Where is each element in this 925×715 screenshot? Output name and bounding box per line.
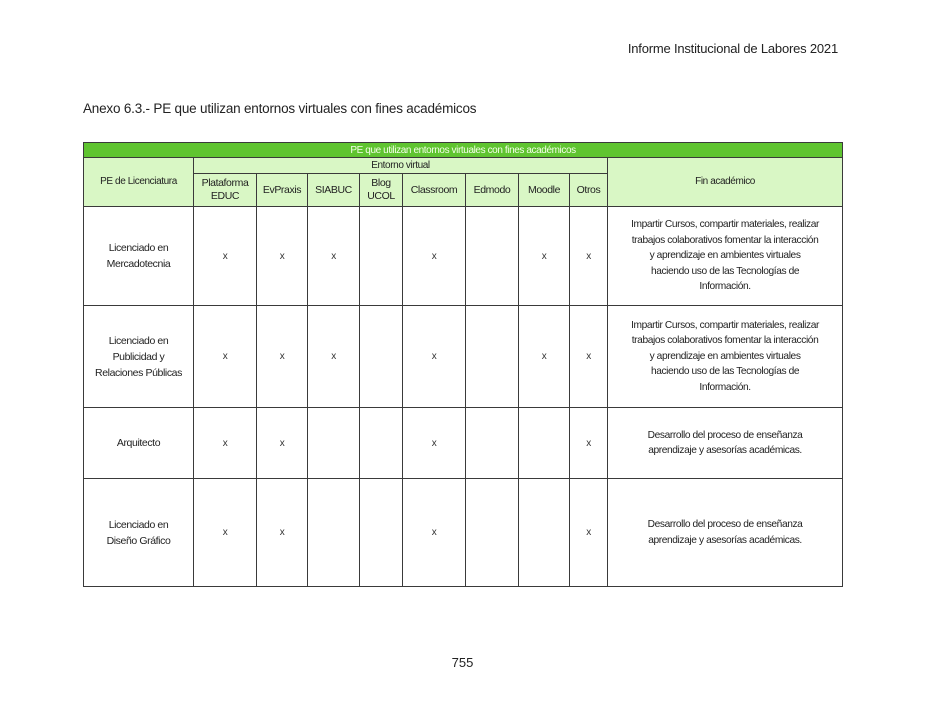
table-row (84, 306, 843, 408)
fin-academico-cell: Impartir Cursos, compartir materiales, realizar trabajos colaborativos fomentar la interacción y aprendizaje en ambientes virtuales haciendo uso de las Tecnologías de Información. (608, 306, 843, 408)
mark-cell: x (570, 207, 608, 306)
mark-cell: x (403, 408, 466, 479)
mark-cell (360, 207, 403, 306)
mark-cell: x (403, 306, 466, 408)
mark-cell (519, 408, 570, 479)
mark-cell (466, 408, 519, 479)
mark-cell: x (403, 479, 466, 587)
entorno-virtual-header: Entorno virtual (194, 158, 608, 174)
col-header-edmodo: Edmodo (466, 174, 519, 207)
fin-academico-header: Fin académico (608, 158, 843, 207)
fin-academico-cell: Desarrollo del proceso de enseñanza aprendizaje y asesorías académicas. (608, 408, 843, 479)
report-header-title: Informe Institucional de Labores 2021 (627, 41, 838, 56)
mark-cell: x (519, 306, 570, 408)
pe-column-header: PE de Licenciatura (84, 158, 194, 207)
fin-academico-cell: Desarrollo del proceso de enseñanza aprendizaje y asesorías académicas. (608, 479, 843, 587)
mark-cell: x (570, 479, 608, 587)
mark-cell (308, 479, 360, 587)
pe-name-cell: Arquitecto (84, 408, 194, 479)
mark-cell (466, 207, 519, 306)
mark-cell (360, 479, 403, 587)
mark-cell (466, 306, 519, 408)
table-row (84, 207, 843, 306)
fin-academico-cell: Impartir Cursos, compartir materiales, realizar trabajos colaborativos fomentar la interacción y aprendizaje en ambientes virtuales haciendo uso de las Tecnologías de Información. (608, 207, 843, 306)
mark-cell (360, 306, 403, 408)
pe-name-cell: Licenciado en Publicidad y Relaciones Públicas (84, 306, 194, 408)
mark-cell: x (570, 306, 608, 408)
mark-cell: x (403, 207, 466, 306)
annex-title: Anexo 6.3.- PE que utilizan entornos virtuales con fines académicos (83, 101, 477, 116)
mark-cell: x (308, 207, 360, 306)
virtual-environments-table (83, 142, 843, 587)
table-row (84, 408, 843, 479)
mark-cell: x (519, 207, 570, 306)
page-number: 755 (451, 655, 474, 670)
col-header-evpraxis: EvPraxis (257, 174, 308, 207)
mark-cell (519, 479, 570, 587)
col-header-plataforma-educ: Plataforma EDUC (194, 174, 257, 207)
mark-cell: x (257, 306, 308, 408)
mark-cell (308, 408, 360, 479)
mark-cell (466, 479, 519, 587)
mark-cell: x (194, 207, 257, 306)
pe-name-cell: Licenciado en Mercadotecnia (84, 207, 194, 306)
mark-cell: x (194, 408, 257, 479)
col-header-blog-ucol: Blog UCOL (360, 174, 403, 207)
col-header-classroom: Classroom (403, 174, 466, 207)
mark-cell: x (308, 306, 360, 408)
table-row (84, 479, 843, 587)
mark-cell (360, 408, 403, 479)
col-header-otros: Otros (570, 174, 608, 207)
mark-cell: x (194, 479, 257, 587)
table-title: PE que utilizan entornos virtuales con fines académicos (84, 143, 843, 158)
col-header-moodle: Moodle (519, 174, 570, 207)
mark-cell: x (257, 207, 308, 306)
col-header-siabuc: SIABUC (308, 174, 360, 207)
mark-cell: x (257, 479, 308, 587)
mark-cell: x (570, 408, 608, 479)
pe-name-cell: Licenciado en Diseño Gráfico (84, 479, 194, 587)
mark-cell: x (257, 408, 308, 479)
mark-cell: x (194, 306, 257, 408)
